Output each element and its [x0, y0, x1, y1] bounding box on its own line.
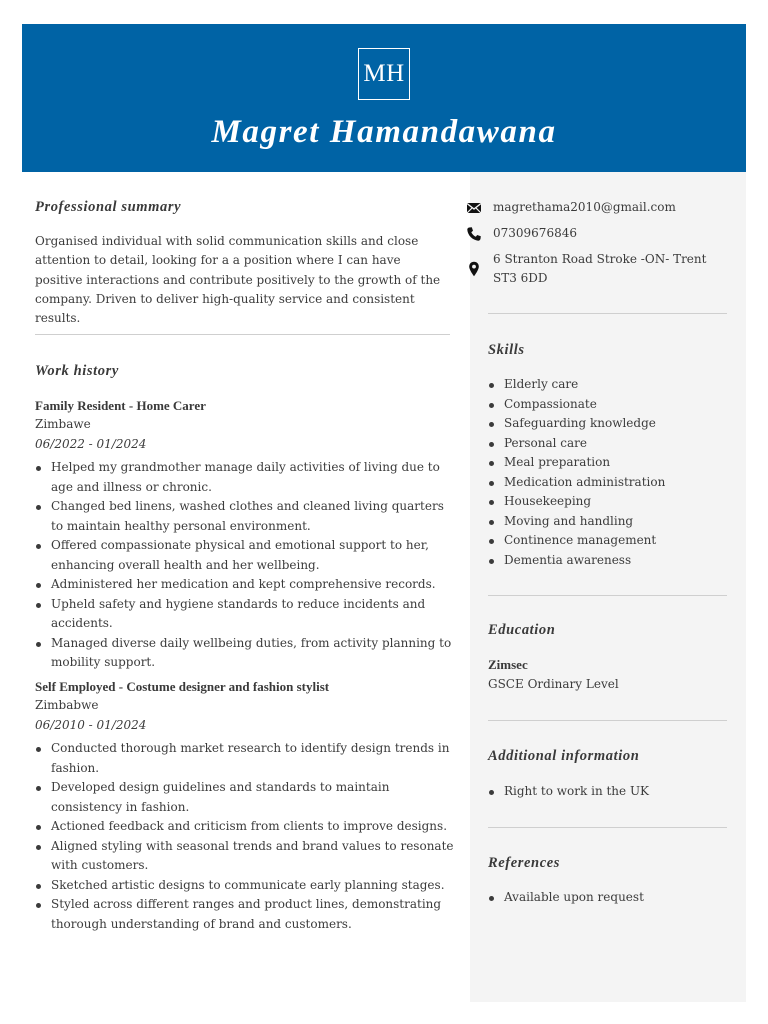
job-dates: 06/2022 - 01/2024: [35, 437, 147, 451]
envelope-icon: [466, 200, 482, 216]
references-heading: References: [488, 855, 561, 871]
phone-text[interactable]: 07309676846: [493, 226, 577, 240]
list-item: Safeguarding knowledge: [488, 414, 724, 434]
address-text: 6 Stranton Road Stroke -ON- Trent ST3 6DD: [493, 252, 707, 285]
contact-email: [466, 198, 726, 218]
list-item: Housekeeping: [488, 492, 724, 512]
list-item: Available upon request: [488, 888, 724, 908]
summary-text: Organised individual with solid communication skills and close attention to detail, looking for a a position where I can have positive interactions and contribute positively to the growth of the company. Driven to deliver high-quality service and consistent results.: [35, 234, 441, 326]
summary-heading: Professional summary: [35, 199, 182, 215]
resume-header: [22, 24, 746, 172]
sidebar-panel: [470, 172, 746, 1002]
job-1-duties-list: [35, 458, 455, 673]
list-item: Right to work in the UK: [488, 782, 724, 802]
job-dates: 06/2010 - 01/2024: [35, 718, 147, 732]
skills-list: [488, 375, 724, 570]
additional-info-heading: Additional information: [488, 748, 640, 764]
education-heading: Education: [488, 622, 556, 638]
list-item: Compassionate: [488, 395, 724, 415]
phone-icon: [466, 226, 482, 242]
list-item: Sketched artistic designs to communicate early planning stages.: [35, 876, 455, 896]
list-item: Personal care: [488, 434, 724, 454]
list-item: Administered her medication and kept comprehensive records.: [35, 575, 455, 595]
work-history-heading: Work history: [35, 363, 119, 379]
list-item: Actioned feedback and criticism from clients to improve designs.: [35, 817, 455, 837]
education-school: Zimsec: [488, 657, 528, 672]
list-item: Managed diverse daily wellbeing duties, from activity planning to mobility support.: [35, 634, 455, 673]
job-company: Zimbawe: [35, 417, 91, 431]
contact-divider: [488, 313, 727, 314]
references-list: [488, 888, 724, 908]
list-item: Aligned styling with seasonal trends and brand values to resonate with customers.: [35, 837, 455, 876]
education-divider: [488, 720, 727, 721]
summary-divider: [35, 334, 450, 335]
list-item: Medication administration: [488, 473, 724, 493]
job-title: Family Resident - Home Carer: [35, 398, 206, 413]
skills-heading: Skills: [488, 342, 525, 358]
list-item: Upheld safety and hygiene standards to reduce incidents and accidents.: [35, 595, 455, 634]
contact-phone: [466, 224, 726, 244]
skills-divider: [488, 595, 727, 596]
job-company: Zimbabwe: [35, 698, 99, 712]
list-item: Helped my grandmother manage daily activities of living due to age and illness or chronic.: [35, 458, 455, 497]
list-item: Developed design guidelines and standards to maintain consistency in fashion.: [35, 778, 455, 817]
job-2-duties-list: [35, 739, 455, 934]
job-title: Self Employed - Costume designer and fashion stylist: [35, 679, 330, 694]
candidate-name: Magret Hamandawana: [211, 114, 557, 150]
contact-address: [466, 250, 726, 290]
list-item: Elderly care: [488, 375, 724, 395]
email-text[interactable]: magrethama2010@gmail.com: [493, 200, 676, 214]
list-item: Meal preparation: [488, 453, 724, 473]
additional-divider: [488, 827, 727, 828]
list-item: Styled across different ranges and product lines, demonstrating thorough understanding of brand and customers.: [35, 895, 455, 934]
additional-info-list: [488, 782, 724, 802]
list-item: Offered compassionate physical and emotional support to her, enhancing overall health and her wellbeing.: [35, 536, 455, 575]
list-item: Moving and handling: [488, 512, 724, 532]
list-item: Continence management: [488, 531, 724, 551]
monogram-initials: MH: [358, 48, 410, 100]
list-item: Dementia awareness: [488, 551, 724, 571]
education-qualification: GSCE Ordinary Level: [488, 677, 619, 691]
list-item: Conducted thorough market research to identify design trends in fashion.: [35, 739, 455, 778]
list-item: Changed bed linens, washed clothes and cleaned living quarters to maintain healthy personal environment.: [35, 497, 455, 536]
location-pin-icon: [466, 261, 482, 277]
